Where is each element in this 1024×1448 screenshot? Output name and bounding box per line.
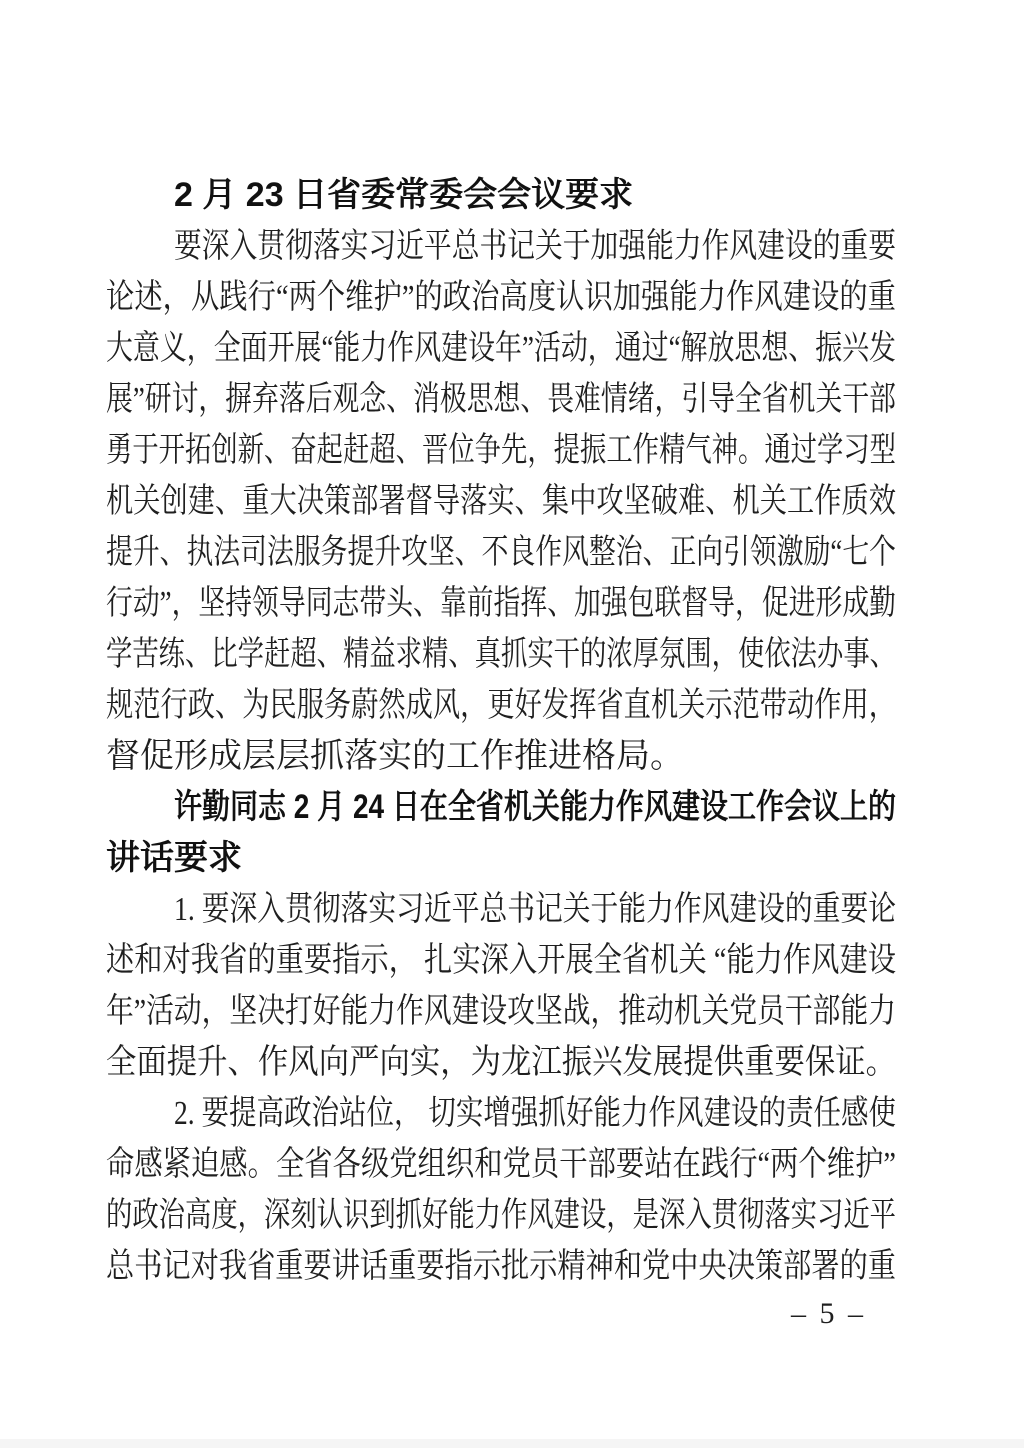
text-line: [106, 629, 896, 680]
text-line-content: 2 月 23 日省委常委会会议要求: [174, 176, 634, 214]
page-number: – 5 –: [791, 1297, 866, 1330]
text-line: [106, 731, 896, 782]
text-line-content: 年”活动，坚决打好能力作风建设攻坚战，推动机关党员干部能力: [106, 993, 896, 1030]
text-line: [106, 986, 896, 1037]
text-line: [106, 1088, 896, 1139]
text-line-content: 展”研讨，摒弃落后观念、消极思想、畏难情绪，引导全省机关干部: [106, 381, 896, 418]
text-line-content: 机关创建、重大决策部署督导落实、集中攻坚破难、机关工作质效: [106, 483, 896, 520]
text-line-content: 大意义，全面开展“能力作风建设年”活动，通过“解放思想、振兴发: [106, 330, 896, 367]
text-line-content: 学苦练、比学赶超、精益求精、真抓实干的浓厚氛围，使依法办事、: [106, 636, 896, 673]
text-line: [106, 1037, 896, 1088]
text-line-content: 行动”，坚持领导同志带头、靠前指挥、加强包联督导，促进形成勤: [106, 585, 896, 622]
text-line: [106, 425, 896, 476]
text-line-content: 规范行政、为民服务蔚然成风，更好发挥省直机关示范带动作用，: [106, 687, 896, 724]
text-line: [106, 935, 896, 986]
text-line-content: 要深入贯彻落实习近平总书记关于加强能力作风建设的重要: [174, 228, 896, 265]
text-line-content: 总书记对我省重要讲话重要指示批示精神和党中央决策部署的重: [106, 1248, 896, 1285]
text-line: [106, 323, 896, 374]
text-line-content: 勇于开拓创新、奋起赶超、晋位争先，提振工作精气神。通过学习型: [106, 432, 896, 469]
scan-edge-shadow: [0, 1439, 1024, 1448]
text-line: [106, 1190, 896, 1241]
text-line: [106, 374, 896, 425]
text-line: [106, 170, 896, 221]
text-line-content: 许勤同志 2 月 24 日在全省机关能力作风建设工作会议上的: [174, 788, 896, 826]
text-line: [106, 578, 896, 629]
text-line: [106, 680, 896, 731]
text-line: [106, 884, 896, 935]
text-line-content: 论述，从践行“两个维护”的政治高度认识加强能力作风建设的重: [106, 279, 896, 316]
text-line: [106, 1139, 896, 1190]
text-line-content: 讲话要求: [106, 839, 242, 877]
text-line: [106, 272, 896, 323]
text-line-content: 2. 要提高政治站位， 切实增强抓好能力作风建设的责任感使: [174, 1095, 896, 1132]
text-line-content: 的政治高度，深刻认识到抓好能力作风建设，是深入贯彻落实习近平: [106, 1197, 896, 1234]
text-line: [106, 833, 896, 884]
text-line-content: 全面提升、作风向严向实，为龙江振兴发展提供重要保证。: [106, 1044, 896, 1081]
text-line-content: 提升、执法司法服务提升攻坚、不良作风整治、正向引领激励“七个: [106, 534, 896, 571]
text-line-content: 命感紧迫感。全省各级党组织和党员干部要站在践行“两个维护”: [106, 1146, 896, 1183]
text-line: [106, 782, 896, 833]
text-line: [106, 221, 896, 272]
text-line-content: 督促形成层层抓落实的工作推进格局。: [106, 738, 684, 775]
text-line: [106, 527, 896, 578]
text-line-content: 述和对我省的重要指示， 扎实深入开展全省机关 “能力作风建设: [106, 942, 896, 979]
document-text: [106, 170, 896, 1292]
text-line-content: 1. 要深入贯彻落实习近平总书记关于能力作风建设的重要论: [174, 891, 896, 928]
text-line: [106, 1241, 896, 1292]
text-line: [106, 476, 896, 527]
